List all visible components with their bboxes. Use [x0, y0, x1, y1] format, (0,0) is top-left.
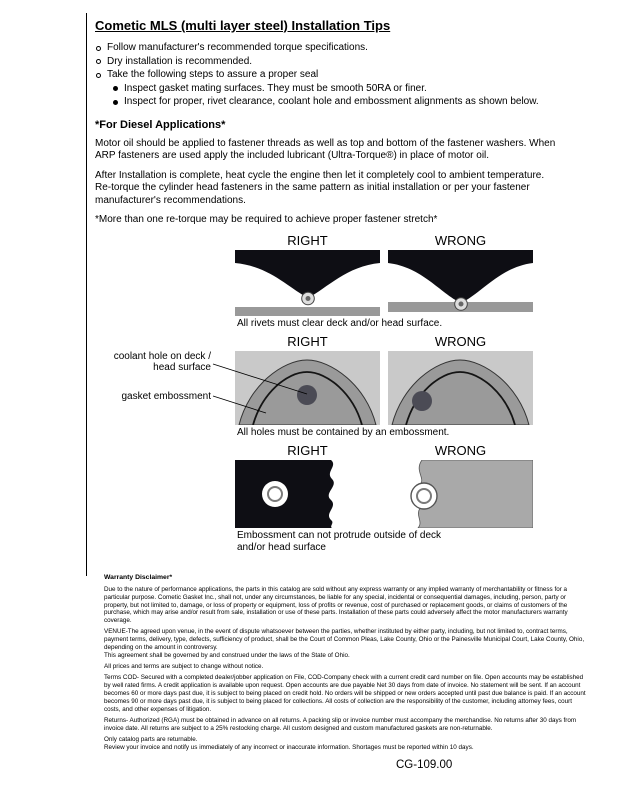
fig2-right-panel — [235, 351, 380, 425]
open-bullet-icon — [96, 59, 101, 64]
tip-sub-item — [112, 96, 595, 109]
fig1-right-panel — [235, 250, 380, 316]
fig3-wrong-panel — [388, 460, 533, 528]
embossed-hole-icon — [262, 481, 288, 507]
right-label: RIGHT — [287, 442, 328, 458]
fig3-panels — [235, 460, 595, 528]
fig2-wrong-panel — [388, 351, 533, 425]
coolant-hole-label: coolant hole on deck / head surface — [113, 350, 211, 373]
right-label: RIGHT — [287, 333, 328, 349]
open-bullet-icon — [96, 46, 101, 51]
tip-sub-item — [112, 83, 595, 96]
filled-bullet-icon — [113, 86, 118, 91]
rivet-overlap-diagram-icon — [388, 250, 533, 316]
filled-bullet-icon — [113, 100, 118, 105]
tip-text: Dry installation is recommended. — [107, 55, 253, 67]
embossed-hole-icon — [411, 483, 437, 509]
warranty-paragraph: VENUE-The agreed upon venue, in the event of dispute whatsoever between the parties, whether instituted by either party, including, but not limited to, contract terms, payment terms, delivery, type, defects, sufficiency of product, shall be the Court of Common Pleas, Lake County, Ohio or the Painesville Municipal Court, Lake County, Ohio, depending on the amount in controversy. — [104, 628, 585, 652]
deck-surface — [235, 307, 380, 316]
retorque-note: *More than one re-torque may be required to achieve proper fastener stretch* — [95, 214, 438, 225]
embossment-protruding-diagram-icon — [388, 460, 533, 528]
diesel-paragraph-1: Motor oil should be applied to fastener threads as well as top and bottom of the fastener washers. When ARP fasteners are used apply the included lubricant (Ultra-Torque®) in place of motor oil. — [95, 137, 556, 161]
gasket-section — [235, 250, 380, 298]
wrong-label: WRONG — [434, 442, 487, 458]
warranty-paragraph: This agreement shall be governed by and construed under the laws of the State of Ohio. — [104, 651, 350, 659]
fig2-body — [95, 351, 595, 425]
coolant-hole-icon — [297, 385, 317, 405]
warranty-paragraph: Review your invoice and notify us immediately of any incorrect or inaccurate information. Shortages must be reported within 10 days. — [104, 743, 474, 751]
open-bullet-icon — [96, 73, 101, 78]
figure-hole-embossment — [95, 334, 595, 438]
rivet-center — [459, 301, 464, 306]
gasket-section — [388, 250, 533, 303]
tip-item — [95, 42, 595, 55]
diesel-applications-heading: *For Diesel Applications* — [95, 118, 226, 131]
warranty-paragraph: All prices and terms are subject to change without notice. — [104, 663, 264, 671]
page-title: Cometic MLS (multi layer steel) Installation Tips — [95, 18, 391, 33]
coolant-hole-icon — [412, 391, 432, 411]
installation-tips-list — [95, 42, 595, 109]
rivet-clear-diagram-icon — [235, 250, 380, 316]
fig1-wrong-panel — [388, 250, 533, 316]
catalog-code: CG-109.00 — [396, 759, 453, 771]
fig1-labels — [235, 233, 595, 248]
fig2-labels — [235, 334, 595, 349]
warranty-paragraph: Terms COD- Secured with a completed dealer/jobber application on File, COD-Company check with a current credit card number on file. Open accounts may be established by well rated firms. A credit application is available upon request. Open accounts are due payable Net 30 days from date of invoice. No statement will be sent. If an account becomes 60 or more days past due, it is subject to being placed on credit hold. No orders will be shipped or new orders accepted until past due balance is paid. If an account becomes 90 or more days past due, it is subject to being placed for collections. All costs of collection are the responsibility of the customer, including attorney fees, court costs, and other expenses of litigation. — [104, 674, 586, 713]
wrong-label: WRONG — [434, 333, 487, 349]
warranty-paragraph: Returns- Authorized (RGA) must be obtained in advance on all returns. A packing slip or invoice number must accompany the merchandise. No returns after 30 days from invoice date. All returns are subject to a 25% restocking charge. All custom designed and custom manufactured gaskets are non-returnable. — [104, 716, 577, 732]
tip-text: Follow manufacturer's recommended torque specifications. — [107, 42, 368, 53]
gasket-embossment-label: gasket embossment — [121, 390, 211, 402]
warranty-paragraph: Due to the nature of performance applications, the parts in this catalog are sold without any express warranty or any implied warranty of merchantability or fitness for a particular purpose. Cometic Gasket Inc., shall not, under any circumstances, be liable for any special, incidental or consequential damages, including, person, party or property, but not limited to, damage, or loss of property or equipment, loss of profits or revenue, cost of purchased or replacement goods, or claims of customers of the purchase, which may arise and/or result from sale, installation or use of these parts. Installation of these parts could adversely affect the motor manufacturers warranty coverage. — [104, 586, 568, 625]
fig1-panels — [235, 250, 595, 316]
wrong-label: WRONG — [434, 232, 487, 248]
tip-item — [95, 56, 595, 69]
fig3-labels — [235, 443, 595, 458]
figure-rivet-clearance — [95, 233, 595, 329]
tip-item — [95, 69, 595, 82]
rivet-center — [306, 296, 311, 301]
warranty-paragraph: Only catalog parts are returnable. — [104, 736, 198, 744]
fig2-panels — [235, 351, 595, 425]
embossment-inside-diagram-icon — [235, 460, 380, 528]
warranty-heading: Warranty Disclaimer* — [104, 574, 173, 581]
main-content — [95, 18, 595, 560]
hole-outside-embossment-diagram-icon — [388, 351, 533, 425]
tip-text: Inspect gasket mating surfaces. They must be smooth 50RA or finer. — [124, 82, 427, 94]
left-border-rule — [86, 13, 87, 576]
figure-embossment-protrusion — [95, 443, 595, 555]
fig1-caption: All rivets must clear deck and/or head surface. — [237, 317, 443, 329]
tip-text: Inspect for proper, rivet clearance, coolant hole and embossment alignments as shown below. — [124, 96, 539, 107]
tip-text: Take the following steps to assure a proper seal — [107, 69, 319, 80]
fig3-right-panel — [235, 460, 380, 528]
hole-inside-embossment-diagram-icon — [235, 351, 380, 425]
right-label: RIGHT — [287, 232, 328, 248]
fig3-caption: Embossment can not protrude outside of deck and/or head surface — [237, 529, 442, 553]
fig2-caption: All holes must be contained by an embossment. — [237, 426, 450, 438]
diesel-paragraph-2: After Installation is complete, heat cycle the engine then let it completely cool to ambient temperature. Re-torque the cylinder head fasteners in the same pattern as initial installation or per your fastener manufacturer's recommendations. — [95, 169, 545, 206]
warranty-disclaimer-section — [104, 574, 590, 755]
